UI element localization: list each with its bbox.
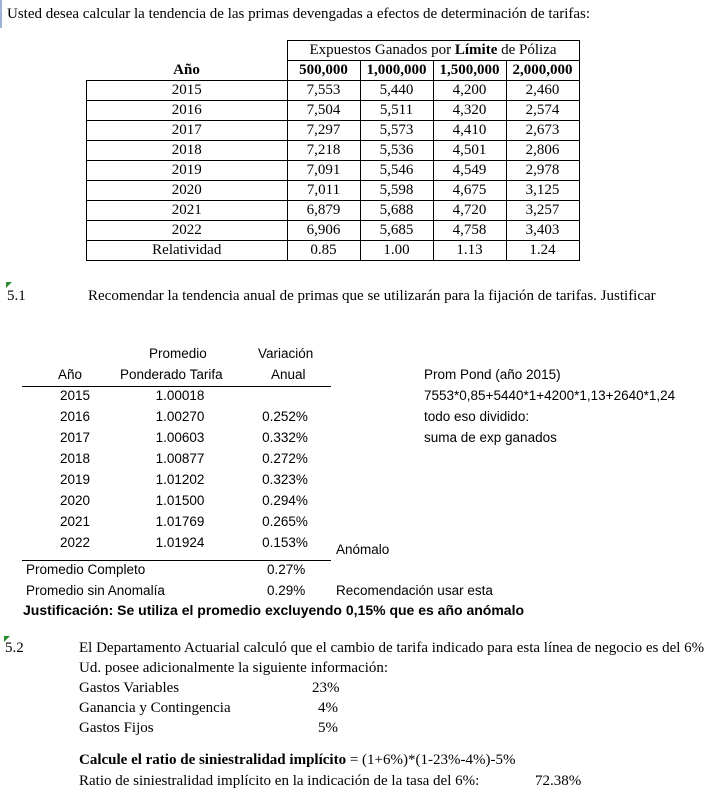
table-header-row — [87, 61, 580, 81]
year-cell: 2020 — [87, 181, 288, 201]
table-row — [87, 201, 580, 221]
table-row — [87, 101, 580, 121]
year-cell: 2015 — [87, 81, 288, 101]
relativity-label: Relatividad — [87, 241, 288, 261]
prom-cell: 1.00018 — [155, 388, 205, 403]
exposure-cell: 5,573 — [360, 121, 433, 141]
relativity-value: 1.24 — [506, 241, 579, 261]
cell-border-marker — [0, 0, 2, 28]
prom-sin-label: Promedio sin Anomalía — [26, 583, 165, 598]
exposure-cell: 4,320 — [433, 101, 506, 121]
exposure-cell: 5,685 — [360, 221, 433, 241]
year-cell: 2018 — [87, 141, 288, 161]
note-line-3: todo eso dividido: — [424, 409, 530, 424]
exposure-cell: 3,403 — [506, 221, 579, 241]
prom-cell: 1.00270 — [155, 409, 205, 424]
var-cell: 0.294% — [262, 493, 308, 508]
year-cell: 2021 — [87, 201, 288, 221]
exposure-cell: 4,549 — [433, 161, 506, 181]
exposure-cell: 2,978 — [506, 161, 579, 181]
relativity-value: 0.85 — [287, 241, 360, 261]
table-bottom-rule — [22, 560, 331, 561]
exposure-cell: 7,504 — [287, 101, 360, 121]
table-row — [87, 221, 580, 241]
recomendacion-text: Recomendación usar esta — [336, 583, 493, 598]
year-cell: 2015 — [59, 388, 91, 403]
var-cell: 0.252% — [262, 409, 308, 424]
exposure-cell: 4,410 — [433, 121, 506, 141]
item-label: Gastos Fijos — [79, 720, 154, 736]
exposure-cell: 2,673 — [506, 121, 579, 141]
var-cell: 0.272% — [262, 451, 308, 466]
exposure-cell: 2,806 — [506, 141, 579, 161]
result-label: Ratio de siniestralidad implícito en la indicación de la tasa del 6%: — [79, 773, 480, 789]
exposure-cell: 2,574 — [506, 101, 579, 121]
table-row — [87, 161, 580, 181]
exposure-cell: 7,297 — [287, 121, 360, 141]
table-row — [87, 121, 580, 141]
justificacion-text: Justificación: Se utiliza el promedio excluyendo 0,15% que es año anómalo — [23, 602, 525, 618]
exposure-cell: 5,440 — [360, 81, 433, 101]
exposure-cell: 4,501 — [433, 141, 506, 161]
intro-text: Usted desea calcular la tendencia de las primas devengadas a efectos de determinación de tarifas: — [7, 6, 591, 22]
exposure-cell: 5,598 — [360, 181, 433, 201]
question-number: 5.2 — [5, 640, 24, 656]
prom-header-2: Ponderado Tarifa — [120, 367, 223, 382]
calc-line: Calcule el ratio de siniestralidad implícito = (1+6%)*(1-23%-4%)-5% — [79, 752, 516, 768]
year-cell: 2021 — [59, 514, 91, 529]
year-cell: 2016 — [87, 101, 288, 121]
var-header-1: Variación — [258, 346, 314, 361]
anomalo-label: Anómalo — [336, 542, 390, 557]
prom-cell: 1.01202 — [155, 472, 205, 487]
relativity-value: 1.13 — [433, 241, 506, 261]
exposure-cell: 2,460 — [506, 81, 579, 101]
year-cell: 2018 — [59, 451, 91, 466]
relativity-row — [87, 241, 580, 261]
exposure-cell: 7,091 — [287, 161, 360, 181]
exposure-cell: 7,011 — [287, 181, 360, 201]
exposure-cell: 6,906 — [287, 221, 360, 241]
item-value: 4% — [318, 700, 338, 716]
note-line-2: 7553*0,85+5440*1+4200*1,13+2640*1,24 — [424, 388, 676, 403]
prom-completo-value: 0.27% — [267, 562, 306, 577]
limit-header: 2,000,000 — [506, 61, 579, 81]
group-header: Expuestos Ganados por Límite de Póliza — [287, 41, 579, 61]
exposure-table — [86, 40, 580, 261]
prom-completo-label: Promedio Completo — [26, 562, 146, 577]
item-label: Ganancia y Contingencia — [79, 700, 231, 716]
table-header-group-row — [87, 41, 580, 61]
item-value: 23% — [312, 680, 340, 696]
exposure-cell: 4,720 — [433, 201, 506, 221]
year-cell: 2017 — [59, 430, 91, 445]
item-value: 5% — [318, 720, 338, 736]
relativity-value: 1.00 — [360, 241, 433, 261]
exposure-cell: 4,675 — [433, 181, 506, 201]
year-cell: 2020 — [59, 493, 91, 508]
exposure-cell: 5,688 — [360, 201, 433, 221]
table-row — [87, 181, 580, 201]
exposure-cell: 5,511 — [360, 101, 433, 121]
var-cell: 0.332% — [262, 430, 308, 445]
header-rule — [22, 386, 331, 387]
year-cell: 2022 — [87, 221, 288, 241]
exposure-cell: 6,879 — [287, 201, 360, 221]
var-cell: 0.265% — [262, 514, 308, 529]
table-row — [87, 141, 580, 161]
year-cell: 2016 — [59, 409, 91, 424]
exposure-cell: 5,546 — [360, 161, 433, 181]
prom-sin-value: 0.29% — [267, 583, 306, 598]
year-cell: 2022 — [59, 535, 91, 550]
exposure-cell: 3,257 — [506, 201, 579, 221]
year-cell: 2019 — [87, 161, 288, 181]
year-header-2: Año — [58, 367, 83, 382]
limit-header: 500,000 — [287, 61, 360, 81]
question-text-2: Ud. posee adicionalmente la siguiente información: — [79, 660, 389, 676]
exposure-cell: 3,125 — [506, 181, 579, 201]
question-text-1: El Departamento Actuarial calculó que el cambio de tarifa indicado para esta línea de negocio es del 6% — [79, 640, 705, 656]
question-text: Recomendar la tendencia anual de primas que se utilizarán para la fijación de tarifas. Justificar — [88, 288, 656, 304]
prom-cell: 1.01769 — [155, 514, 205, 529]
prom-cell: 1.00603 — [155, 430, 205, 445]
prom-cell: 1.01500 — [155, 493, 205, 508]
item-label: Gastos Variables — [79, 680, 180, 696]
exposure-cell: 7,218 — [287, 141, 360, 161]
var-header-2: Anual — [271, 367, 306, 382]
exposure-cell: 7,553 — [287, 81, 360, 101]
year-header: Año — [87, 61, 288, 81]
year-cell: 2019 — [59, 472, 91, 487]
exposure-cell: 5,536 — [360, 141, 433, 161]
exposure-cell: 4,200 — [433, 81, 506, 101]
note-line-4: suma de exp ganados — [424, 430, 557, 445]
prom-cell: 1.01924 — [155, 535, 205, 550]
table-row — [87, 81, 580, 101]
var-cell: 0.153% — [262, 535, 308, 550]
limit-header: 1,500,000 — [433, 61, 506, 81]
note-line-1: Prom Pond (año 2015) — [424, 367, 561, 382]
exposure-cell: 4,758 — [433, 221, 506, 241]
question-number: 5.1 — [7, 288, 26, 304]
result-value: 72.38% — [535, 773, 582, 789]
limit-header: 1,000,000 — [360, 61, 433, 81]
var-cell: 0.323% — [262, 472, 308, 487]
prom-header-1: Promedio — [149, 346, 207, 361]
empty-header-cell — [87, 41, 288, 61]
prom-cell: 1.00877 — [155, 451, 205, 466]
year-cell: 2017 — [87, 121, 288, 141]
